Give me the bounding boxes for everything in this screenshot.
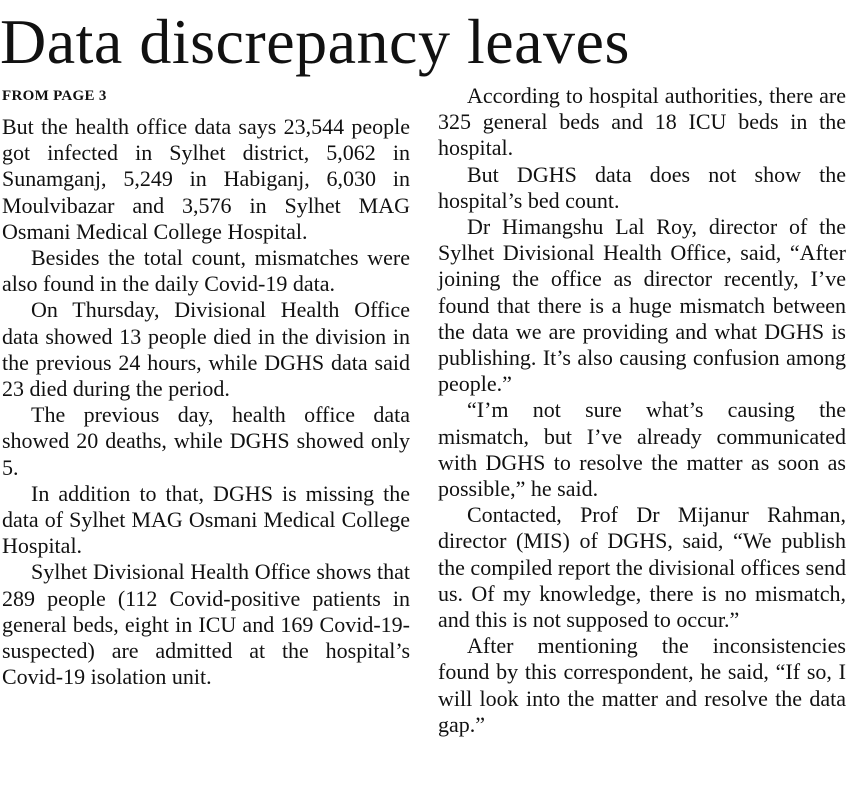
paragraph: But the health office data says 23,544 people got infected in Sylhet district, 5,062 in Sunamganj, 5,249 in Habiganj, 6,030 in Moulvibazar and 3,576 in Sylhet MAG Osmani Medical College Hospital. [2,114,410,244]
paragraph: After mentioning the inconsistencies found by this correspondent, he said, “If so, I will look into the matter and resolve the data gap.” [438,633,846,737]
headline: Data discrepancy leaves [0,6,630,77]
paragraph: The previous day, health office data showed 20 deaths, while DGHS showed only 5. [2,402,410,480]
continued-from-label: FROM PAGE 3 [2,88,107,104]
right-column [438,83,846,738]
paragraph: On Thursday, Divisional Health Office data showed 13 people died in the division in the previous 24 hours, while DGHS data said 23 died during the period. [2,297,410,402]
paragraph: According to hospital authorities, there are 325 general beds and 18 ICU beds in the hospital. [438,83,846,161]
paragraph: Besides the total count, mismatches were also found in the daily Covid-19 data. [2,245,410,297]
paragraph: In addition to that, DGHS is missing the data of Sylhet MAG Osmani Medical College Hospital. [2,480,410,559]
paragraph: But DGHS data does not show the hospital’s bed count. [438,161,846,213]
paragraph: Contacted, Prof Dr Mijanur Rahman, director (MIS) of DGHS, said, “We publish the compiled report the divisional offices send us. Of my knowledge, there is no mismatch, and this is not supposed to occur.” [438,502,846,633]
paragraph: “I’m not sure what’s causing the mismatch, but I’ve already communicated with DGHS to resolve the matter as soon as possible,” he said. [438,397,846,502]
paragraph: Dr Himangshu Lal Roy, director of the Sylhet Divisional Health Office, said, “After joining the office as director recently, I’ve found that there is a huge mismatch between the data we are providing and what DGHS is publishing. It’s also causing confusion among people.” [438,214,846,397]
paragraph: Sylhet Divisional Health Office shows that 289 people (112 Covid-positive patients in general beds, eight in ICU and 169 Covid-19-suspected) are admitted at the hospital’s Covid-19 isolation unit. [2,559,410,690]
left-column [2,114,410,690]
